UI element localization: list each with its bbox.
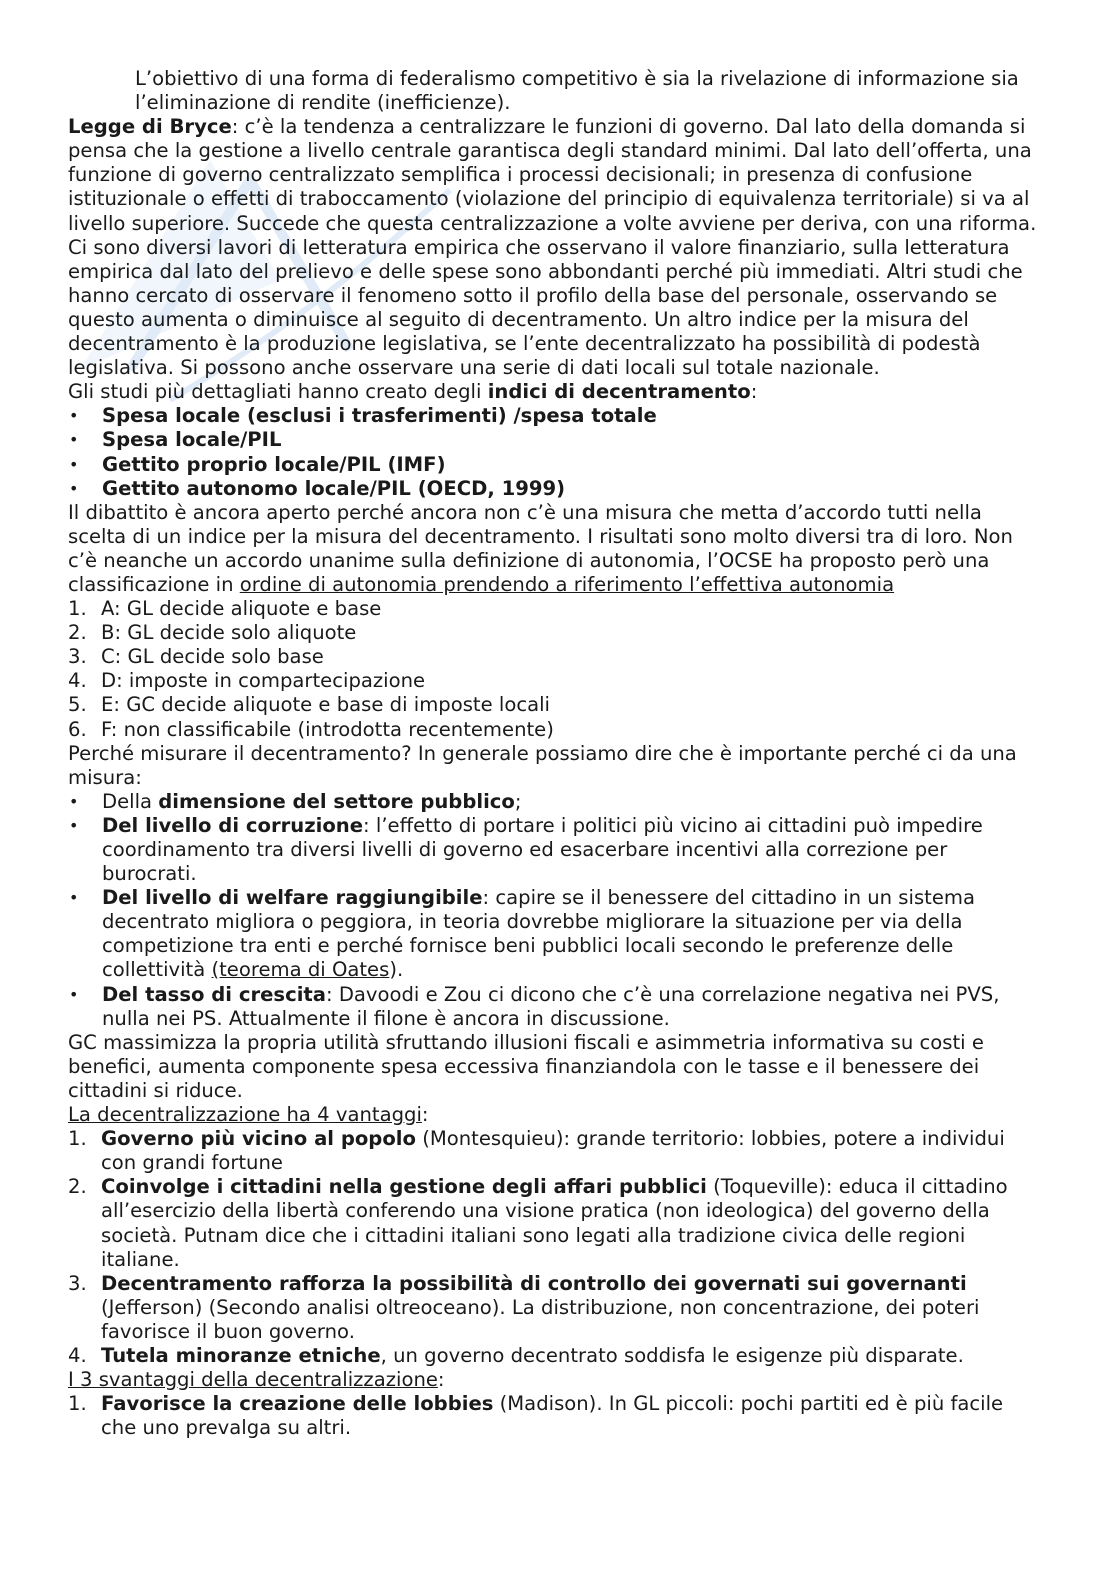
intro-paragraph: L’obiettivo di una forma di federalismo competitivo è sia la rivelazione di informazione sia l’eliminazione di rendite (inefficienze).	[135, 67, 1019, 115]
list-item	[68, 1344, 1043, 1368]
list-item	[68, 1272, 1043, 1344]
list-number: 5.	[68, 693, 87, 717]
svantaggi-title: I 3 svantaggi della decentralizzazione	[68, 1368, 438, 1392]
vantaggi-heading	[68, 1103, 1043, 1127]
vantaggio-text: , un governo decentrato soddisfa le esigenze più disparate.	[380, 1343, 964, 1367]
list-item	[68, 1175, 1043, 1271]
list-item	[68, 886, 1043, 982]
debate-text: Il dibattito è ancora aperto perché ancora non c’è una misura che metta d’accordo tutti nella scelta di un indice per la misura del decentramento. I risultati sono molto diversi tra di loro. Non c’è neanche un accordo unanime sulla definizione di autonomia, l’OCSE ha proposto però una classificazione in	[68, 500, 1013, 596]
list-text: F: non classificabile (introdotta recentemente)	[101, 717, 554, 741]
bullet-icon: •	[69, 984, 79, 1004]
list-number: 1.	[68, 1392, 87, 1416]
list-item	[68, 477, 1043, 501]
vantaggio-bold: Governo più vicino al popolo	[101, 1127, 416, 1151]
why-text: : Davoodi e Zou ci dicono che c’è una correlazione negativa nei PVS, nulla nei PS. Attualmente il filone è ancora in discussione.	[102, 982, 1000, 1030]
ocse-list	[68, 597, 1043, 742]
list-number: 2.	[68, 1175, 87, 1199]
list-item	[68, 645, 1043, 669]
list-item	[68, 790, 1043, 814]
bullet-icon: •	[69, 478, 79, 498]
list-number: 3.	[68, 645, 87, 669]
why-text: ).	[389, 958, 404, 982]
list-item	[68, 1127, 1043, 1175]
list-item	[68, 814, 1043, 886]
why-text: Della	[102, 789, 159, 813]
debate-underline: ordine di autonomia prendendo a riferimento l’effettiva autonomia	[239, 572, 895, 596]
list-number: 1.	[68, 1127, 87, 1151]
svantaggi-heading	[68, 1368, 1043, 1392]
bullet-icon: •	[69, 406, 79, 426]
list-text: C: GL decide solo base	[101, 645, 324, 669]
svantaggio-bold: Favorisce la creazione delle lobbies	[101, 1392, 494, 1416]
list-item	[68, 1392, 1043, 1440]
list-item	[68, 983, 1043, 1031]
indici-pre: Gli studi più dettagliati hanno creato degli	[68, 380, 488, 404]
list-item	[68, 718, 1043, 742]
gc-paragraph: GC massimizza la propria utilità sfruttando illusioni fiscali e asimmetria informativa su costi e benefici, aumenta componente spesa eccessiva finanziandola con le tasse e il benessere dei cittadini si riduce.	[68, 1030, 984, 1102]
indici-intro	[68, 380, 1043, 404]
why-bold: Del livello di welfare raggiungibile	[102, 886, 483, 910]
indici-list	[68, 404, 1043, 500]
indici-post: :	[750, 380, 758, 404]
why-bold: Del livello di corruzione	[102, 813, 364, 837]
svantaggio-text: (Madison). In GL piccoli: pochi partiti ed è più facile che uno prevalga su altri.	[101, 1392, 1004, 1440]
studies-paragraph: Ci sono diversi lavori di letteratura empirica che osservano il valore finanziario, sulla letteratura empirica dal lato del prelievo e delle spese sono abbondanti perché più immediati. Altri studi che hanno cercato di osservare il fenomeno sotto il profilo della base del personale, osservando se questo aumenta o diminuisce al seguito di decentramento. Un altro indice per la misura del decentramento è la produzione legislativa, se l’ente decentralizzato ha possibilità di podestà legislativa. Si possono anche osservare una serie di dati locali sul totale nazionale.	[68, 235, 1023, 380]
why-bold: dimensione del settore pubblico	[158, 789, 515, 813]
bullet-icon: •	[69, 454, 79, 474]
indice-item: Spesa locale (esclusi i trasferimenti) /spesa totale	[102, 404, 657, 428]
debate-paragraph	[68, 501, 1043, 597]
bryce-paragraph	[68, 115, 1043, 235]
list-item	[68, 669, 1043, 693]
vantaggio-text: (Jefferson) (Secondo analisi oltreoceano). La distribuzione, non concentrazione, dei poteri favorisce il buon governo.	[101, 1295, 980, 1343]
list-item	[68, 453, 1043, 477]
bullet-icon: •	[69, 430, 79, 450]
list-text: B: GL decide solo aliquote	[101, 621, 357, 645]
vantaggio-bold: Coinvolge i cittadini nella gestione degli affari pubblici	[101, 1175, 707, 1199]
vantaggio-bold: Decentramento rafforza la possibilità di controllo dei governati sui governanti	[101, 1271, 967, 1295]
vantaggio-text: (Toqueville): educa il cittadino all’esercizio della libertà conferendo una visione pratica (non ideologica) del governo della società. Putnam dice che i cittadini italiani sono legati alla tradizione civica delle regioni italiane.	[101, 1175, 1008, 1271]
vantaggio-text: (Montesquieu): grande territorio: lobbies, potere a individui con grandi fortune	[101, 1127, 1005, 1175]
list-number: 6.	[68, 717, 87, 741]
why-text: : capire se il benessere del cittadino in un sistema decentrato migliora o peggiora, in teoria dovrebbe migliorare la situazione per via della competizione tra enti e perché fornisce beni pubblici locali secondo le preferenze delle collettività	[102, 886, 975, 982]
list-item	[68, 428, 1043, 452]
bullet-icon: •	[69, 888, 79, 908]
document-page	[68, 67, 1043, 1440]
vantaggi-title: La decentralizzazione ha 4 vantaggi	[68, 1103, 422, 1127]
indice-item: Gettito proprio locale/PIL (IMF)	[102, 452, 446, 476]
indice-item: Gettito autonomo locale/PIL (OECD, 1999)	[102, 476, 566, 500]
bullet-icon: •	[69, 815, 79, 835]
list-text: D: imposte in compartecipazione	[101, 669, 426, 693]
why-bold: Del tasso di crescita	[102, 982, 326, 1006]
list-item	[68, 597, 1043, 621]
list-number: 2.	[68, 621, 87, 645]
bryce-title: Legge di Bryce	[68, 115, 232, 139]
list-item	[68, 404, 1043, 428]
svantaggi-list	[68, 1392, 1043, 1440]
list-text: E: GC decide aliquote e base di imposte locali	[101, 693, 550, 717]
list-item	[68, 693, 1043, 717]
oates-underline: (teorema di Oates	[211, 958, 390, 982]
indice-item: Spesa locale/PIL	[102, 428, 282, 452]
list-number: 3.	[68, 1271, 87, 1295]
why-paragraph: Perché misurare il decentramento? In generale possiamo dire che è importante perché ci da una misura:	[68, 741, 1017, 789]
why-list	[68, 790, 1043, 1031]
vantaggi-list	[68, 1127, 1043, 1368]
why-text: : l’effetto di portare i politici più vicino ai cittadini può impedire coordinamento tra diversi livelli di governo ed esacerbare incentivi alla correzione per burocrati.	[102, 813, 983, 886]
svantaggi-colon: :	[437, 1368, 445, 1392]
bullet-icon: •	[69, 791, 79, 811]
list-number: 4.	[68, 1343, 87, 1367]
list-item	[68, 621, 1043, 645]
why-text: ;	[514, 789, 522, 813]
bryce-text: : c’è la tendenza a centralizzare le funzioni di governo. Dal lato della domanda si pensa che la gestione a livello centrale garantisca degli standard minimi. Dal lato dell’offerta, una funzione di governo centralizzato semplifica i processi decisionali; in presenza di confusione istituzionale o effetti di traboccamento (violazione del principio di equivalenza territoriale) si va al livello superiore. Succede che questa centralizzazione a volte avviene per deriva, con una riforma.	[68, 115, 1037, 235]
list-number: 4.	[68, 669, 87, 693]
vantaggio-bold: Tutela minoranze etniche	[101, 1343, 381, 1367]
list-number: 1.	[68, 597, 87, 621]
indici-bold: indici di decentramento	[487, 380, 751, 404]
vantaggi-colon: :	[421, 1103, 429, 1127]
list-text: A: GL decide aliquote e base	[101, 597, 382, 621]
